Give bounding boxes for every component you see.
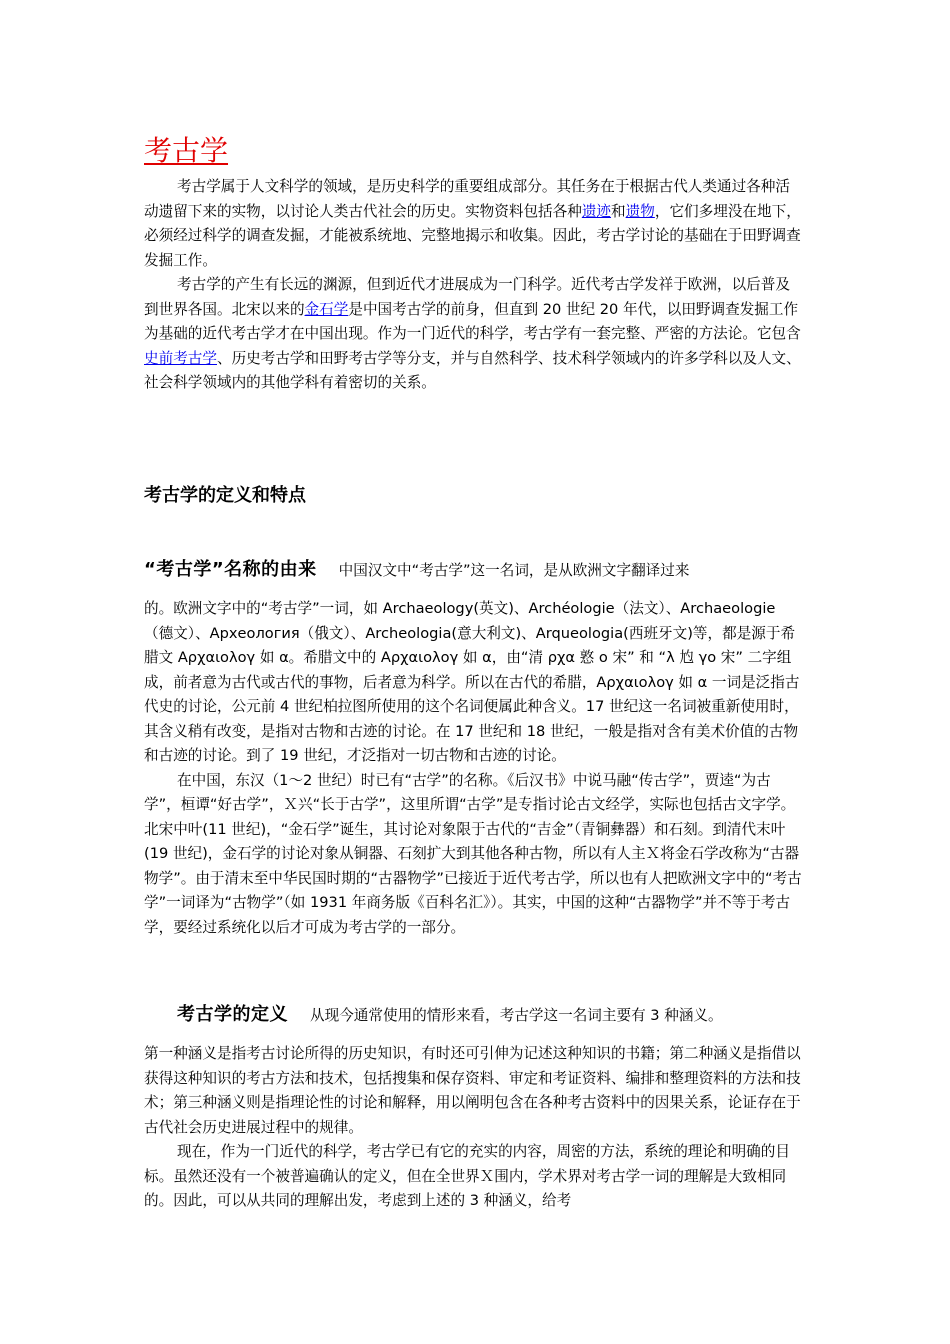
section-heading-definition-features: 考古学的定义和特点	[144, 485, 306, 506]
page-title[interactable]: 考古学	[144, 134, 229, 167]
origin-lead-text: 中国汉文中“考古学”这一名词，是从欧洲文字翻译过来	[338, 562, 690, 579]
intro-section	[144, 175, 804, 396]
intro-p2-text-b: 是中国考古学的前身，但直到 20 世纪 20 年代，以田野调查发掘工作为基础的近代考古学才在中国出现。作为一门近代的科学，考古学有一套完整、严密的方法论。它包含	[144, 300, 801, 342]
intro-p1-text-a: 考古学属于人文科学的领域，是历史科学的重要组成部分。其任务在于根据古代人类通过各种活动遗留下来的实物，以讨论人类古代社会的历史。实物资料包括各种	[144, 178, 790, 220]
intro-p1-text-b: 和	[611, 202, 626, 220]
link-yiwu[interactable]: 遗物	[625, 202, 655, 220]
origin-first-line	[144, 556, 804, 585]
definition-first-line	[144, 1001, 804, 1030]
intro-paragraph-2	[144, 273, 804, 396]
origin-paragraph-1: 的。欧洲文字中的“考古学”一词，如 Archaeology(英文)、Archéologie（法文）、Archaeologie（德文）、Археология（俄文）、Archeologia(意大利文)、Arqueologia(西班牙文)等，都是源于希腊文 Αρχαιολογ 如 α。希腊文中的 Αρχαιολογ 如 α，由“清 ρχα 憝 ο 宋” 和 “λ 尥 γο 宋” 二字组成，前者意为古代或古代的事物，后者意为科学。所以在古代的希腊，Αρχαιολογ 如 α 一词是泛指古代史的讨论，公元前 4 世纪柏拉图所使用的这个名词便属此种含义。17 世纪这一名词被重新使用时，其含义稍有改变，是指对古物和古迹的讨论。在 17 世纪和 18 世纪，一般是指对含有美术价值的古物和古迹的讨论。到了 19 世纪，才泛指对一切古物和古迹的讨论。	[144, 600, 800, 764]
origin-inline-heading: “考古学”名称的由来	[144, 559, 317, 580]
definition-lead-text: 从现今通常使用的情形来看，考古学这一名词主要有 3 种涵义。	[310, 1007, 723, 1024]
definition-paragraph-2: 现在，作为一门近代的科学，考古学已有它的充实的内容，周密的方法，系统的理论和明确的目标。虽然还没有一个被普遍确认的定义，但在全世界Ｘ围内，学术界对考古学一词的理解是大致相同的。因此，可以从共同的理解出发，考虑到上述的 3 种涵义，给考	[144, 1143, 790, 1209]
link-yiji[interactable]: 遗迹	[581, 202, 612, 220]
link-jinshixue[interactable]: 金石学	[304, 300, 349, 318]
intro-p2-text-c: 、历史考古学和田野考古学等分支，并与自然科学、技术科学领域内的许多学科以及人文、社会科学领域内的其他学科有着密切的关系。	[144, 349, 801, 391]
definition-paragraph-1: 第一种涵义是指考古讨论所得的历史知识，有时还可引伸为记述这种知识的书籍；第二种涵义是指借以获得这种知识的考古方法和技术，包括搜集和保存资料、审定和考证资料、编排和整理资料的方法和技术；第三种涵义则是指理论性的讨论和解释，用以阐明包含在各种考古资料中的因果关系，论证存在于古代社会历史进展过程中的规律。	[144, 1045, 801, 1136]
intro-p2-text-a: 考古学的产生有长远的渊源，但到近代才进展成为一门科学。近代考古学发祥于欧洲，以后普及到世界各国。北宋以来的	[144, 276, 790, 318]
definition-section	[144, 1001, 804, 1214]
origin-section	[144, 556, 804, 940]
link-shiqian-kaoguxue[interactable]: 史前考古学	[144, 349, 217, 367]
origin-paragraph-2: 在中国，东汉（1～2 世纪）时已有“古学”的名称。《后汉书》中说马融“传古学”，贾逵“为古学”，桓谭“好古学”，Ｘ兴“长于古学”，这里所谓“古学”是专指讨论古文经学，实际也包括古文字学。北宋中叶(11 世纪)，“金石学”诞生，其讨论对象限于古代的“吉金”（青铜彝器）和石刻。到清代末叶(19 世纪)，金石学的讨论对象从铜器、石刻扩大到其他各种古物，所以有人主Ｘ将金石学改称为“古器物学”。由于清末至中华民国时期的“古器物学”已接近于近代考古学，所以也有人把欧洲文字中的“考古学”一词译为“古物学”（如 1931 年商务版《百科名汇》）。其实，中国的这种“古器物学”并不等于考古学，要经过系统化以后才可成为考古学的一部分。	[144, 771, 802, 936]
definition-inline-heading: 考古学的定义	[177, 1004, 288, 1025]
intro-p1-text-c: ，它们多埋没在地下，必须经过科学的调查发掘，才能被系统地、完整地揭示和收集。因此，考古学讨论的基础在于田野调查发掘工作。	[144, 202, 801, 269]
intro-paragraph-1	[144, 175, 804, 273]
